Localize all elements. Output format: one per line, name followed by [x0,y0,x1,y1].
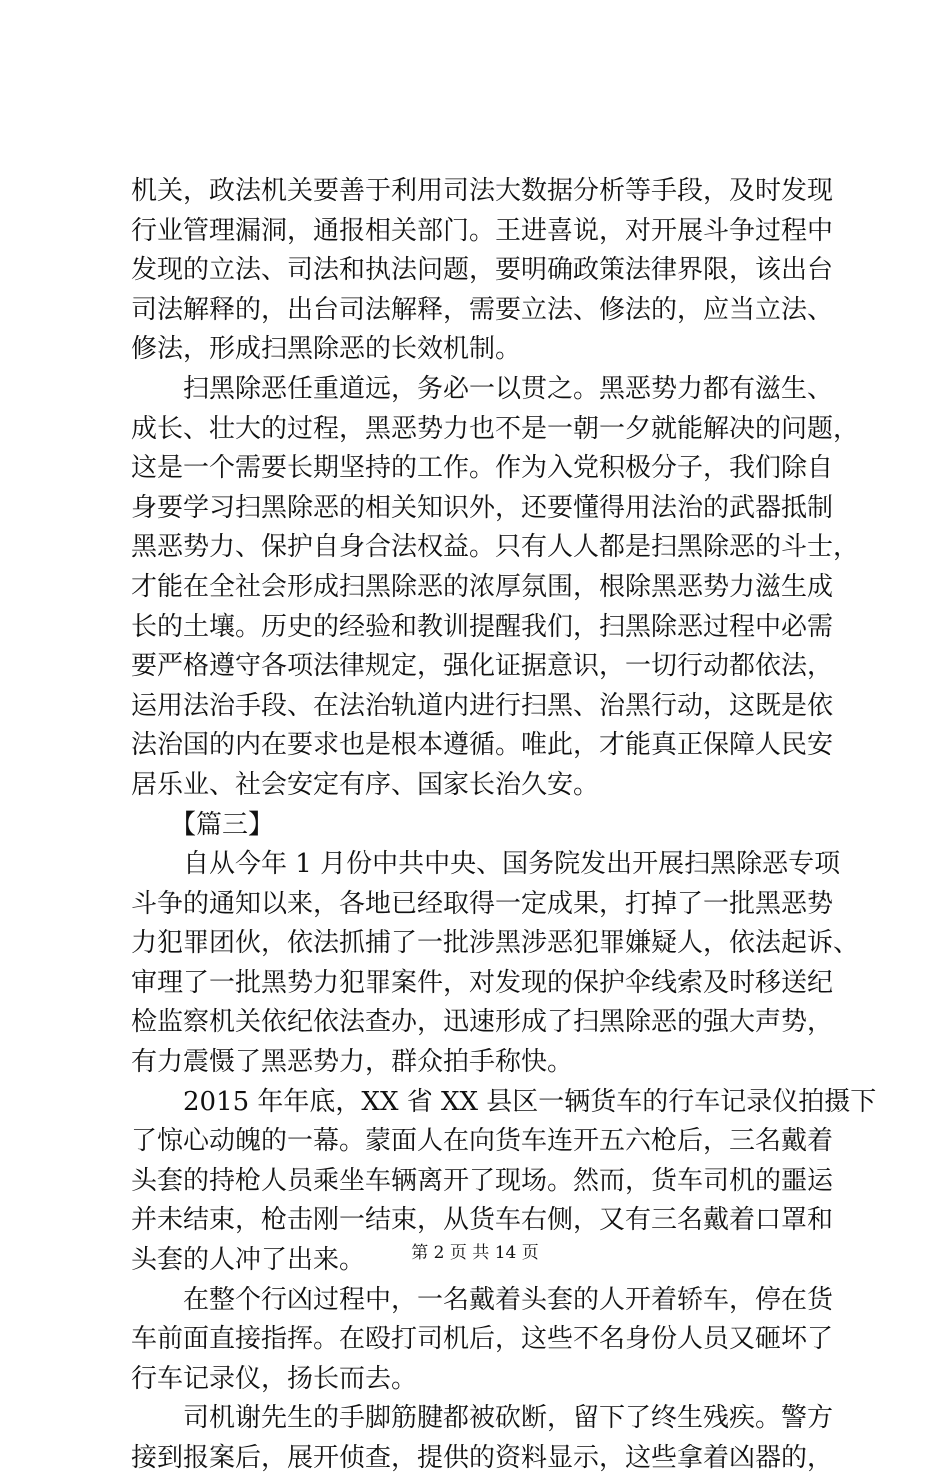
text-line: 机关，政法机关要善于利用司法大数据分析等手段，及时发现 [131,176,834,206]
text-line: 【篇三】 [131,809,275,840]
text-line: 这是一个需要长期坚持的工作。作为入党积极分子，我们除自 [131,453,834,484]
text-line: 运用法治手段、在法治轨道内进行扫黑、治黑行动，这既是依 [131,690,834,721]
text-line: 发现的立法、司法和执法问题，要明确政策法律界限，该出台 [131,255,834,286]
page-footer: 第 2 页 共 14 页 [411,1243,539,1263]
text-line: 在整个行凶过程中，一名戴着头套的人开着轿车，停在货 [131,1284,834,1315]
text-line: 修法，形成扫黑除恶的长效机制。 [131,334,522,365]
text-line: 行车记录仪，扬长而去。 [131,1363,418,1394]
text-line: 斗争的通知以来，各地已经取得一定成果，打掉了一批黑恶势 [131,888,834,919]
text-line: 审理了一批黑势力犯罪案件，对发现的保护伞线索及时移送纪 [131,967,834,998]
text-line: 身要学习扫黑除恶的相关知识外，还要懂得用法治的武器抵制 [131,492,834,523]
text-line: 2015 年年底，XX 省 XX 县区一辆货车的行车记录仪拍摄下 [131,1086,877,1117]
text-line: 力犯罪团伙，依法抓捕了一批涉黑涉恶犯罪嫌疑人，依法起诉、 [131,928,860,959]
text-line: 接到报案后，展开侦查，提供的资料显示，这些拿着凶器的， [131,1443,834,1473]
text-line: 头套的持枪人员乘坐车辆离开了现场。然而，货车司机的噩运 [131,1165,834,1196]
text-line: 扫黑除恶任重道远，务必一以贯之。黑恶势力都有滋生、 [131,373,834,404]
text-line: 行业管理漏洞，通报相关部门。王进喜说，对开展斗争过程中 [131,215,834,246]
text-line: 了惊心动魄的一幕。蒙面人在向货车连开五六枪后，三名戴着 [131,1126,834,1157]
text-line: 居乐业、社会安定有序、国家长治久安。 [131,769,600,800]
text-line: 有力震慑了黑恶势力，群众拍手称快。 [131,1047,574,1078]
text-line: 法治国的内在要求也是根本遵循。唯此，才能真正保障人民安 [131,730,834,761]
text-line: 要严格遵守各项法律规定，强化证据意识，一切行动都依法， [131,651,834,682]
text-line: 并未结束，枪击刚一结束，从货车右侧，又有三名戴着口罩和 [131,1205,834,1236]
text-line: 车前面直接指挥。在殴打司机后，这些不名身份人员又砸坏了 [131,1324,834,1355]
text-line: 司机谢先生的手脚筋腱都被砍断，留下了终生残疾。警方 [131,1403,834,1434]
text-line: 司法解释的，出台司法解释，需要立法、修法的，应当立法、 [131,294,834,325]
text-line: 黑恶势力、保护自身合法权益。只有人人都是扫黑除恶的斗士， [131,532,860,563]
text-line: 检监察机关依纪依法查办，迅速形成了扫黑除恶的强大声势， [131,1007,834,1038]
text-line: 自从今年 1 月份中共中央、国务院发出开展扫黑除恶专项 [131,849,841,880]
text-line: 成长、壮大的过程，黑恶势力也不是一朝一夕就能解决的问题， [131,413,860,444]
text-line: 才能在全社会形成扫黑除恶的浓厚氛围，根除黑恶势力滋生成 [131,571,834,602]
text-line: 头套的人冲了出来。 [131,1245,366,1276]
body-text [131,172,877,1479]
text-line: 长的土壤。历史的经验和教训提醒我们，扫黑除恶过程中必需 [131,611,834,642]
